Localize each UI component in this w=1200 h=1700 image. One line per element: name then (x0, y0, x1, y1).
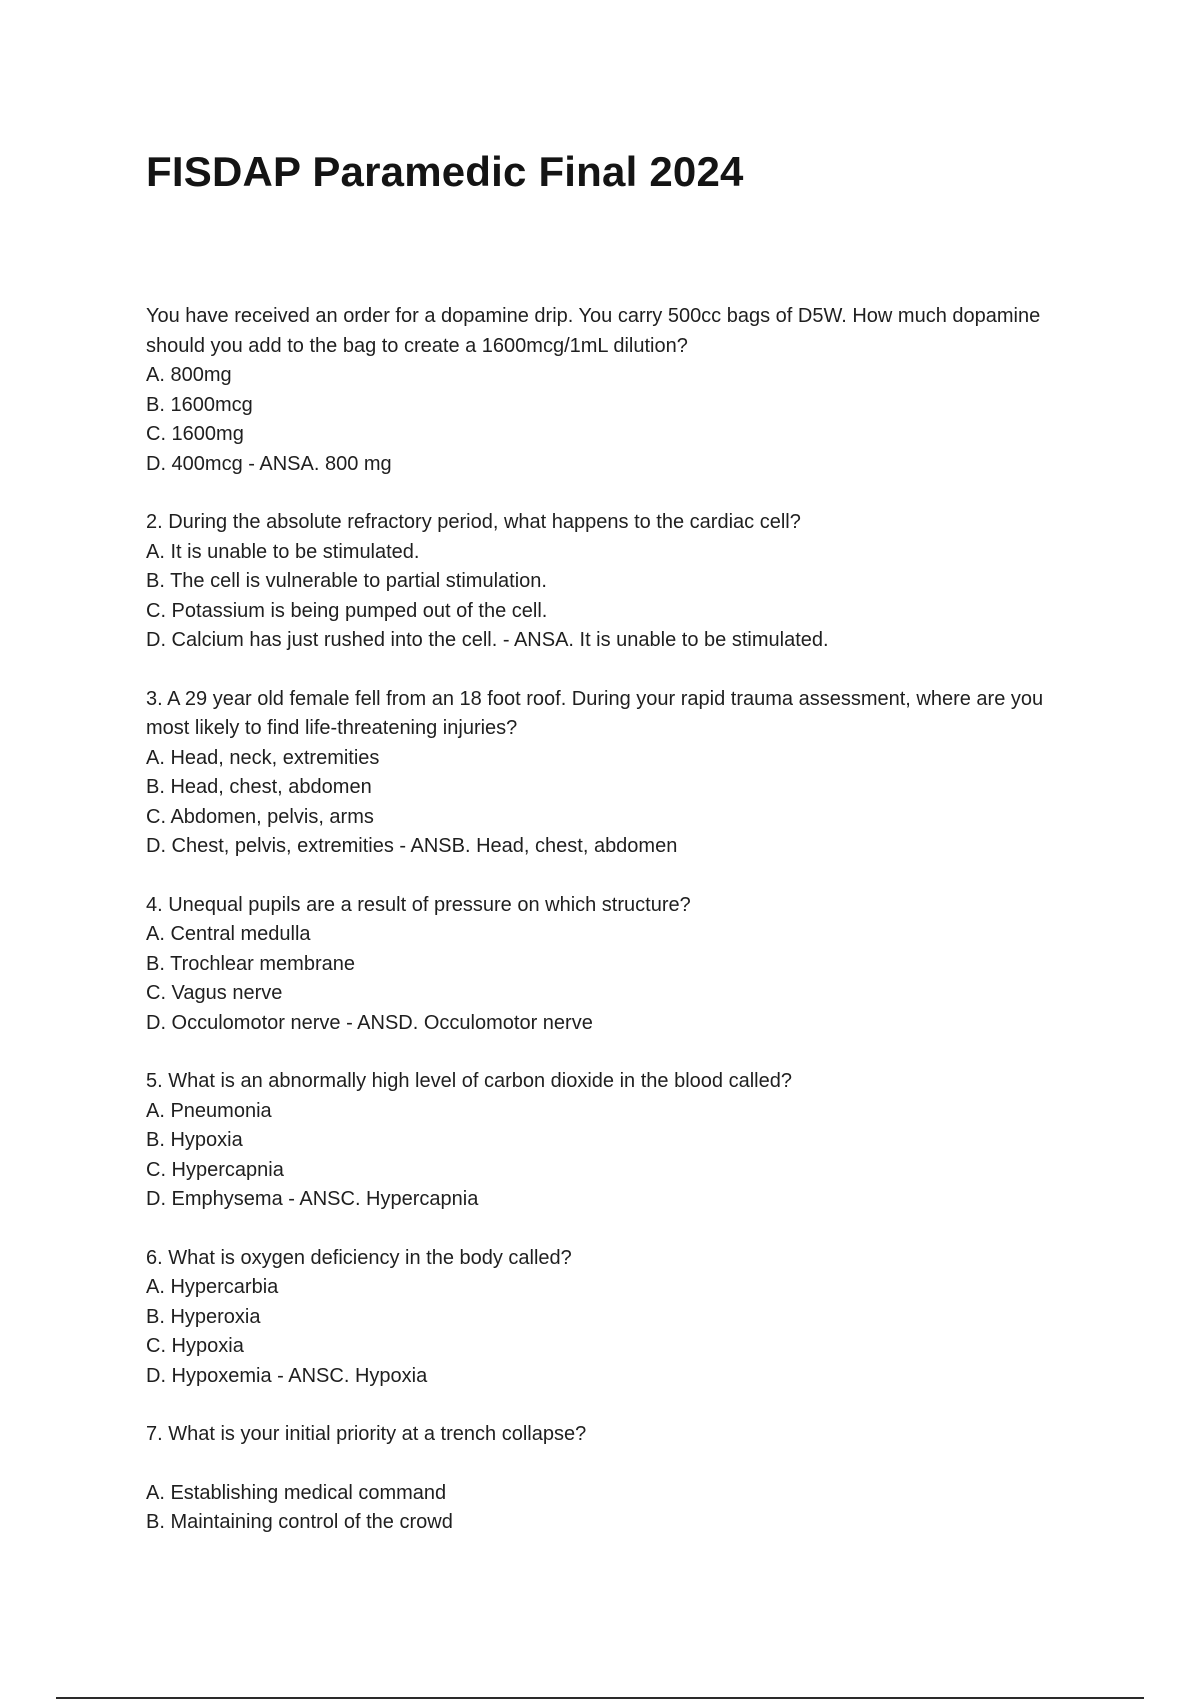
question-text: 2. During the absolute refractory period, what happens to the cardiac cell? (146, 511, 801, 533)
option-c: C. Abdomen, pelvis, arms (146, 805, 374, 828)
question-list (146, 302, 1066, 1567)
question-5 (146, 1067, 1066, 1215)
option-d-answer: D. Chest, pelvis, extremities - ANSB. Head, chest, abdomen (146, 835, 678, 857)
question-text: 7. What is your initial priority at a trench collapse? (146, 1423, 587, 1445)
option-b: B. Head, chest, abdomen (146, 776, 372, 798)
option-a: A. Head, neck, extremities (146, 746, 380, 769)
question-7 (146, 1420, 1066, 1538)
option-d-answer: D. 400mcg - ANSA. 800 mg (146, 452, 392, 475)
question-2 (146, 508, 1066, 656)
question-1 (146, 302, 1066, 479)
question-4 (146, 891, 1066, 1039)
option-a: A. It is unable to be stimulated. (146, 540, 420, 563)
question-text: 3. A 29 year old female fell from an 18 foot roof. During your rapid trauma assessment, where are you most likely to find life-threatening injuries? (146, 687, 1044, 739)
option-b: B. Hypoxia (146, 1129, 243, 1151)
option-b: B. Maintaining control of the crowd (146, 1511, 453, 1533)
option-a: A. Central medulla (146, 923, 311, 945)
option-a: A. Establishing medical command (146, 1481, 447, 1504)
question-text: You have received an order for a dopamine drip. You carry 500cc bags of D5W. How much dopamine should you add to the bag to create a 1600mcg/1mL dilution? (146, 305, 1041, 357)
question-text: 4. Unequal pupils are a result of pressure on which structure? (146, 893, 691, 916)
option-a: A. 800mg (146, 364, 232, 386)
question-3 (146, 685, 1066, 862)
option-b: B. 1600mcg (146, 393, 253, 416)
option-a: A. Pneumonia (146, 1099, 272, 1122)
question-text: 5. What is an abnormally high level of carbon dioxide in the blood called? (146, 1070, 792, 1092)
option-a: A. Hypercarbia (146, 1276, 279, 1298)
option-b: B. The cell is vulnerable to partial stimulation. (146, 570, 547, 592)
question-6 (146, 1244, 1066, 1392)
option-c: C. 1600mg (146, 423, 244, 445)
option-c: C. Hypoxia (146, 1335, 244, 1357)
footer-divider (56, 1697, 1144, 1699)
option-d-answer: D. Emphysema - ANSC. Hypercapnia (146, 1188, 479, 1210)
option-c: C. Potassium is being pumped out of the cell. (146, 599, 548, 622)
option-b: B. Trochlear membrane (146, 952, 355, 975)
option-d-answer: D. Calcium has just rushed into the cell. - ANSA. It is unable to be stimulated. (146, 629, 829, 651)
option-c: C. Vagus nerve (146, 982, 283, 1004)
option-b: B. Hyperoxia (146, 1305, 261, 1328)
option-d-answer: D. Occulomotor nerve - ANSD. Occulomotor nerve (146, 1011, 593, 1034)
question-text: 6. What is oxygen deficiency in the body called? (146, 1246, 572, 1269)
page-title: FISDAP Paramedic Final 2024 (146, 148, 744, 195)
option-d-answer: D. Hypoxemia - ANSC. Hypoxia (146, 1364, 428, 1387)
option-c: C. Hypercapnia (146, 1158, 284, 1181)
